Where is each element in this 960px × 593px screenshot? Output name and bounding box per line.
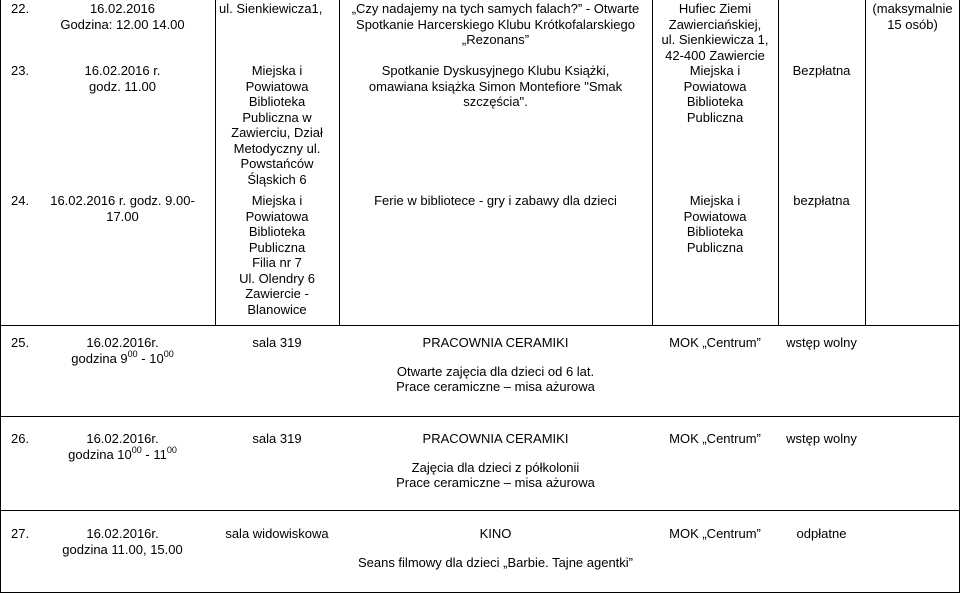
- fee-cell: bezpłatna: [793, 193, 850, 208]
- grid-line: [778, 0, 779, 325]
- row-number: 23.: [11, 63, 30, 78]
- place-cell: sala widowiskowa: [225, 526, 329, 541]
- date-cell: 16.02.2016 Godzina: 12.00 14.00: [60, 1, 185, 32]
- organizer-cell: MOK „Centrum”: [669, 431, 761, 446]
- fee-cell: wstęp wolny: [786, 335, 857, 350]
- row-number: 22.: [11, 1, 30, 16]
- organizer-cell: Hufiec Ziemi Zawierciańskiej, ul. Sienkiewicza 1, 42-400 Zawiercie: [661, 1, 769, 63]
- grid-line: [0, 416, 960, 417]
- organizer-cell: MOK „Centrum”: [669, 335, 761, 350]
- place-cell: Miejska i Powiatowa Biblioteka Publiczna w Zawierciu, Dział Metodyczny ul. Powstańców Śląskich 6: [231, 63, 323, 187]
- row-number: 27.: [11, 526, 30, 541]
- date-cell: 16.02.2016r. godzina 11.00, 15.00: [62, 526, 183, 557]
- place-cell: sala 319: [252, 335, 302, 350]
- fee-cell: Bezpłatna: [792, 63, 851, 78]
- place-cell: Miejska i Powiatowa Biblioteka Publiczna Filia nr 7 Ul. Olendry 6 Zawiercie - Blanowice: [239, 193, 315, 317]
- event-cell: PRACOWNIA CERAMIKI Zajęcia dla dzieci z półkolonii Prace ceramiczne – misa ażurowa: [396, 431, 595, 490]
- event-cell: „Czy nadajemy na tych samych falach?” - Otwarte Spotkanie Harcerskiego Klubu Krótkofalarskiego „Rezonans”: [351, 1, 640, 47]
- grid-line: [339, 0, 340, 325]
- grid-line: [0, 0, 1, 593]
- event-cell: Ferie w bibliotece - gry i zabawy dla dzieci: [374, 193, 617, 208]
- event-cell: PRACOWNIA CERAMIKI Otwarte zajęcia dla dzieci od 6 lat. Prace ceramiczne – misa ażurowa: [396, 335, 595, 394]
- date-cell: 16.02.2016 r. godz. 11.00: [84, 63, 161, 94]
- fee-cell: wstęp wolny: [786, 431, 857, 446]
- place-cell: sala 319: [252, 431, 302, 446]
- organizer-cell: MOK „Centrum”: [669, 526, 761, 541]
- time-text: godzina $10^{00} - 11^{00}$: [68, 444, 177, 462]
- grid-line: [0, 510, 960, 511]
- row-number: 24.: [11, 193, 30, 208]
- row-number: 25.: [11, 335, 30, 350]
- date-cell: 16.02.2016 r. godz. 9.00- 17.00: [50, 193, 195, 224]
- date-cell: 16.02.2016r. godzina $9^{00} - 10^{00}$: [71, 335, 174, 366]
- organizer-cell: Miejska i Powiatowa Biblioteka Publiczna: [683, 63, 747, 125]
- event-cell: KINO Seans filmowy dla dzieci „Barbie. Tajne agentki”: [357, 526, 634, 570]
- organizer-cell: Miejska i Powiatowa Biblioteka Publiczna: [683, 193, 747, 255]
- row-number: 26.: [11, 431, 30, 446]
- date-cell: 16.02.2016r. godzina $10^{00} - 11^{00}$: [68, 431, 177, 462]
- notes-cell: (maksymalnie 15 osób): [872, 1, 953, 32]
- time-text: godzina $9^{00} - 10^{00}$: [71, 348, 174, 366]
- event-cell: Spotkanie Dyskusyjnego Klubu Książki, omawiana książka Simon Montefiore "Smak szczęścia".: [368, 63, 623, 109]
- grid-line: [865, 0, 866, 325]
- grid-line: [0, 325, 960, 326]
- place-cell: ul. Sienkiewicza1,: [219, 1, 323, 16]
- fee-cell: odpłatne: [796, 526, 847, 541]
